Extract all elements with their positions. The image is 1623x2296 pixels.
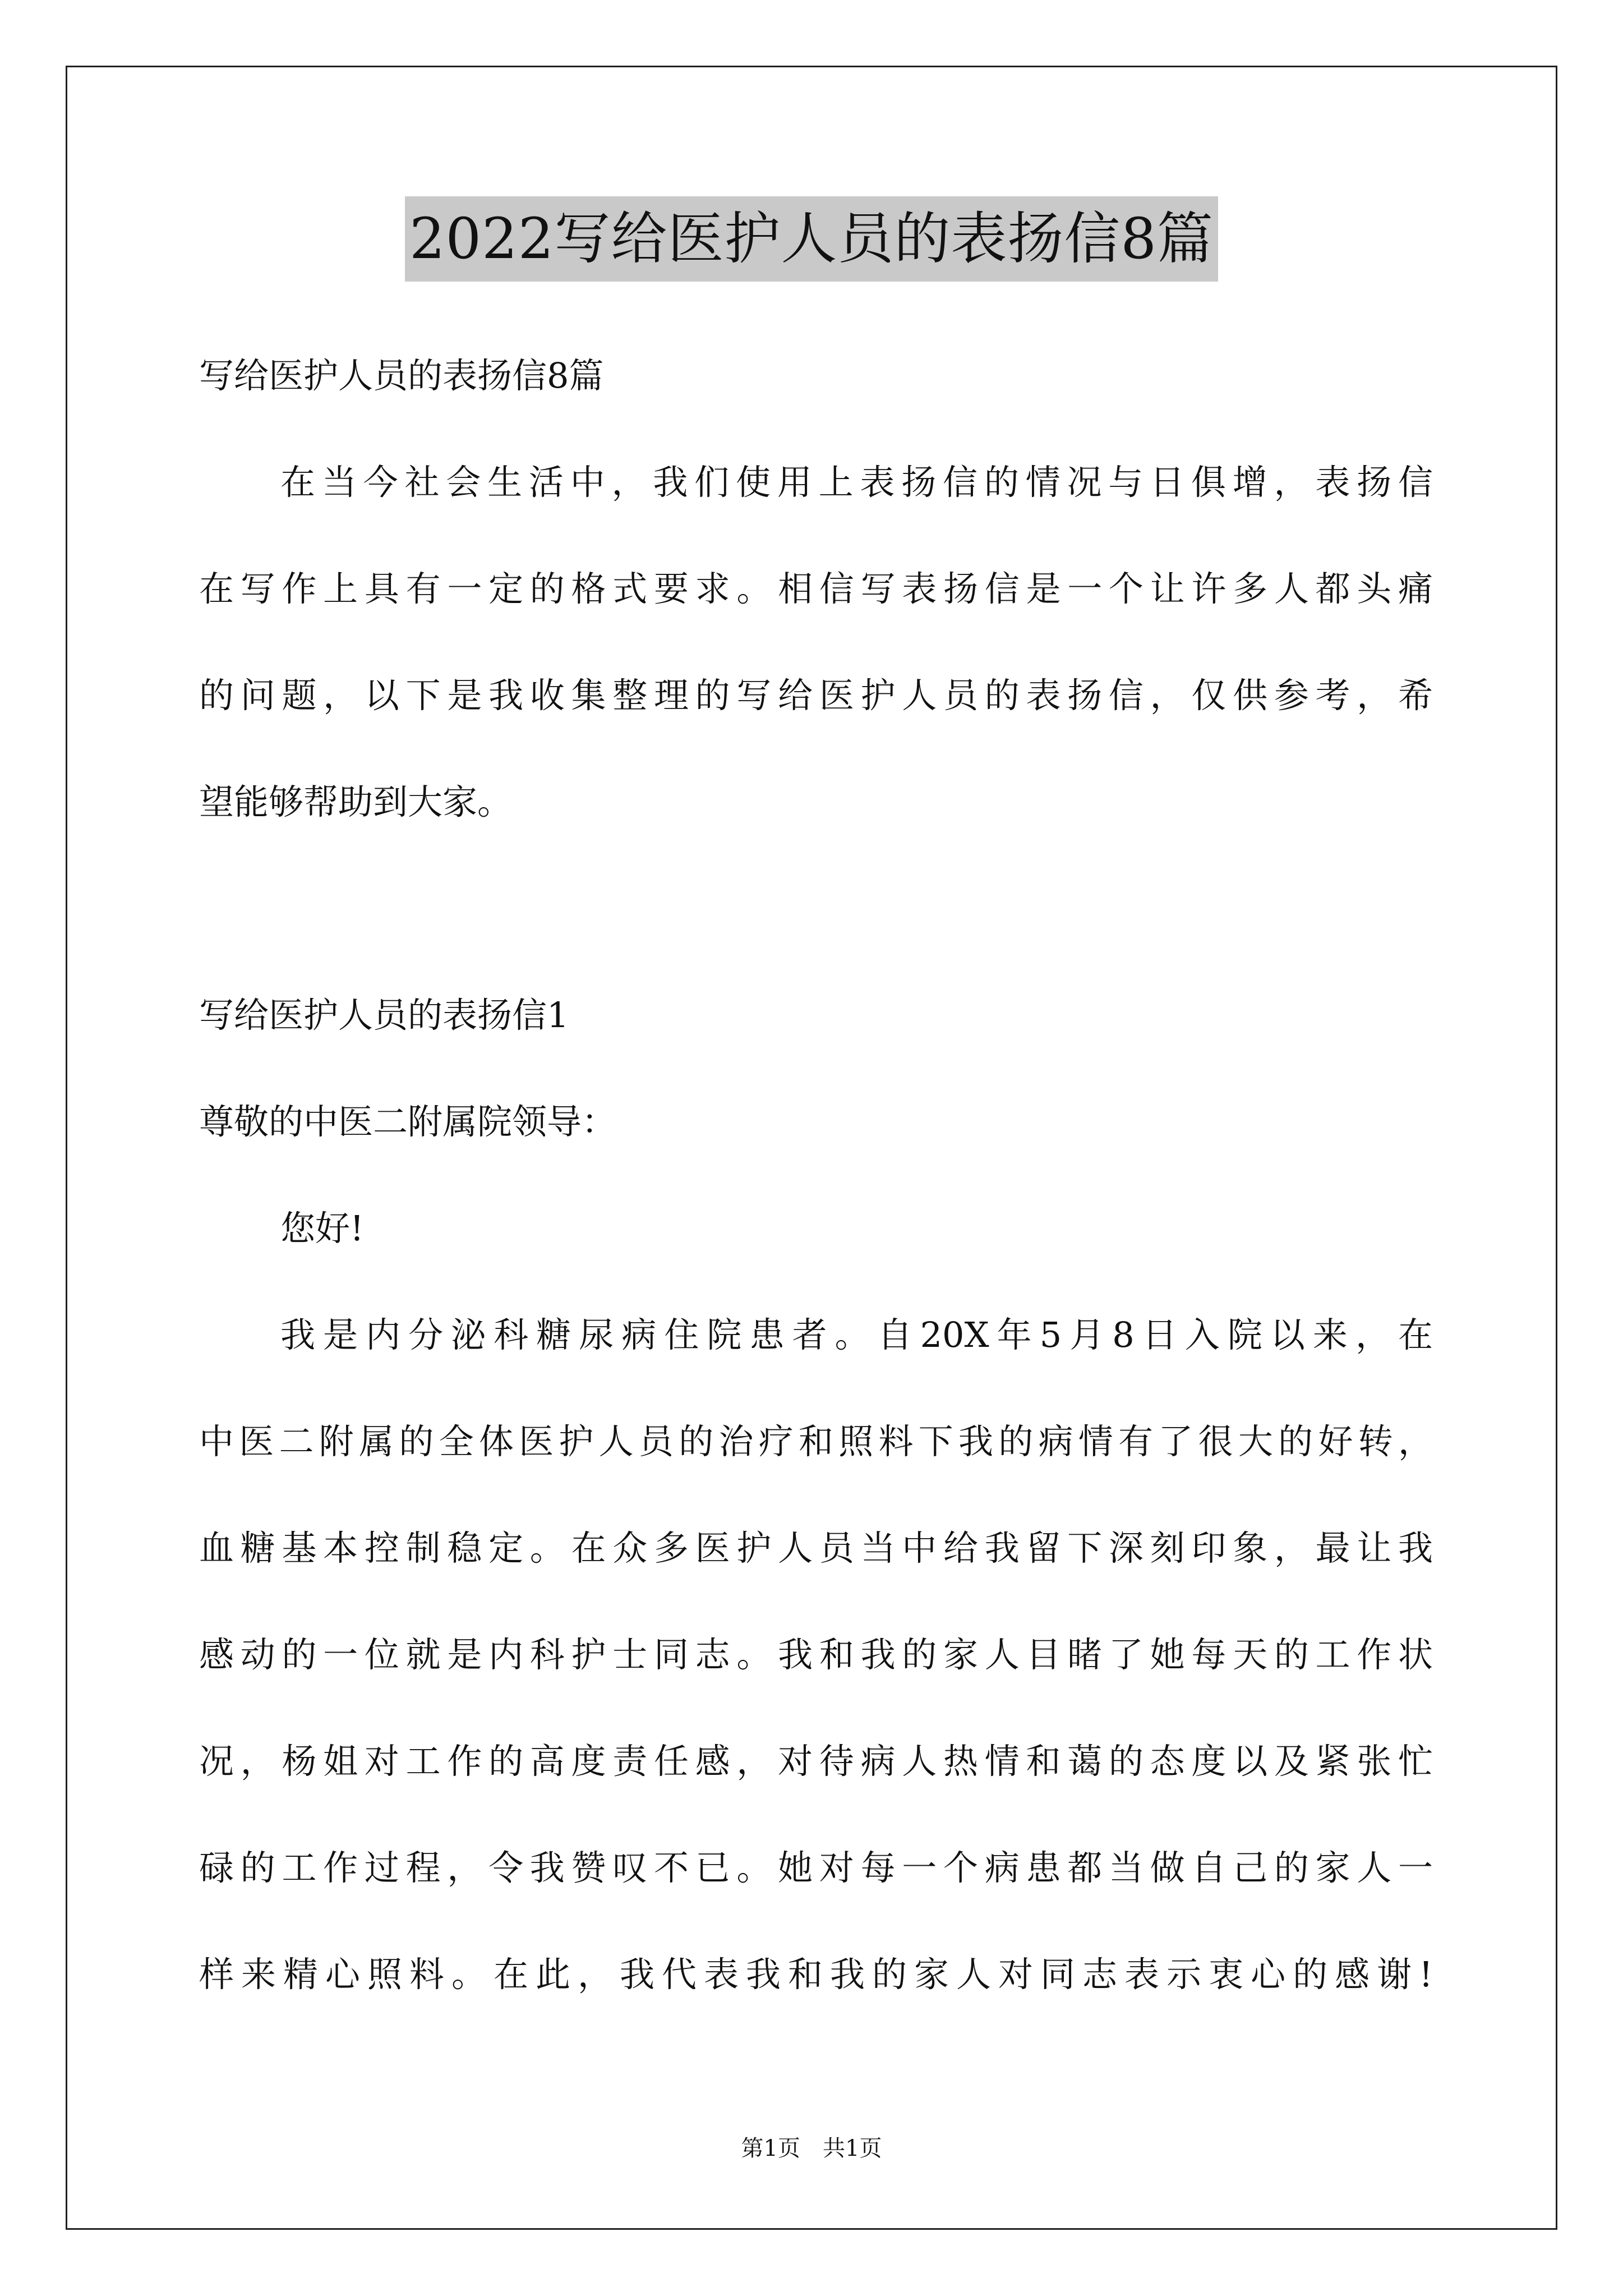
document-subtitle: 写给医护人员的表扬信8篇 (199, 355, 604, 396)
body-line: 况，杨姐对工作的高度责任感，对待病人热情和蔼的态度以及紧张忙 (199, 1741, 1433, 1782)
document-title: 2022写给医护人员的表扬信8篇 (405, 196, 1218, 282)
body-line: 血糖基本控制稳定。在众多医护人员当中给我留下深刻印象，最让我 (199, 1527, 1433, 1568)
letter-salutation: 尊敬的中医二附属院领导： (199, 1101, 617, 1142)
letter-greeting: 您好! (280, 1208, 364, 1249)
body-line: 感动的一位就是内科护士同志。我和我的家人目睹了她每天的工作状 (199, 1634, 1433, 1675)
intro-line: 望能够帮助到大家。 (199, 781, 513, 822)
intro-line: 在写作上具有一定的格式要求。相信写表扬信是一个让许多人都头痛 (199, 568, 1433, 609)
body-line: 样来精心照料。在此，我代表我和我的家人对同志表示衷心的感谢! (199, 1954, 1433, 1995)
letter-heading: 写给医护人员的表扬信1 (199, 995, 569, 1036)
title-container (0, 196, 1623, 282)
intro-line: 在当今社会生活中，我们使用上表扬信的情况与日俱增，表扬信 (280, 462, 1433, 503)
body-line: 中医二附属的全体医护人员的治疗和照料下我的病情有了很大的好转， (199, 1421, 1433, 1462)
body-line: 我是内分泌科糖尿病住院患者。自20X年5月8日入院以来，在 (280, 1314, 1433, 1355)
body-line: 碌的工作过程，令我赞叹不已。她对每一个病患都当做自己的家人一 (199, 1847, 1433, 1888)
intro-line: 的问题，以下是我收集整理的写给医护人员的表扬信，仅供参考，希 (199, 675, 1433, 716)
page-footer: 第1页 共1页 (741, 2136, 882, 2161)
